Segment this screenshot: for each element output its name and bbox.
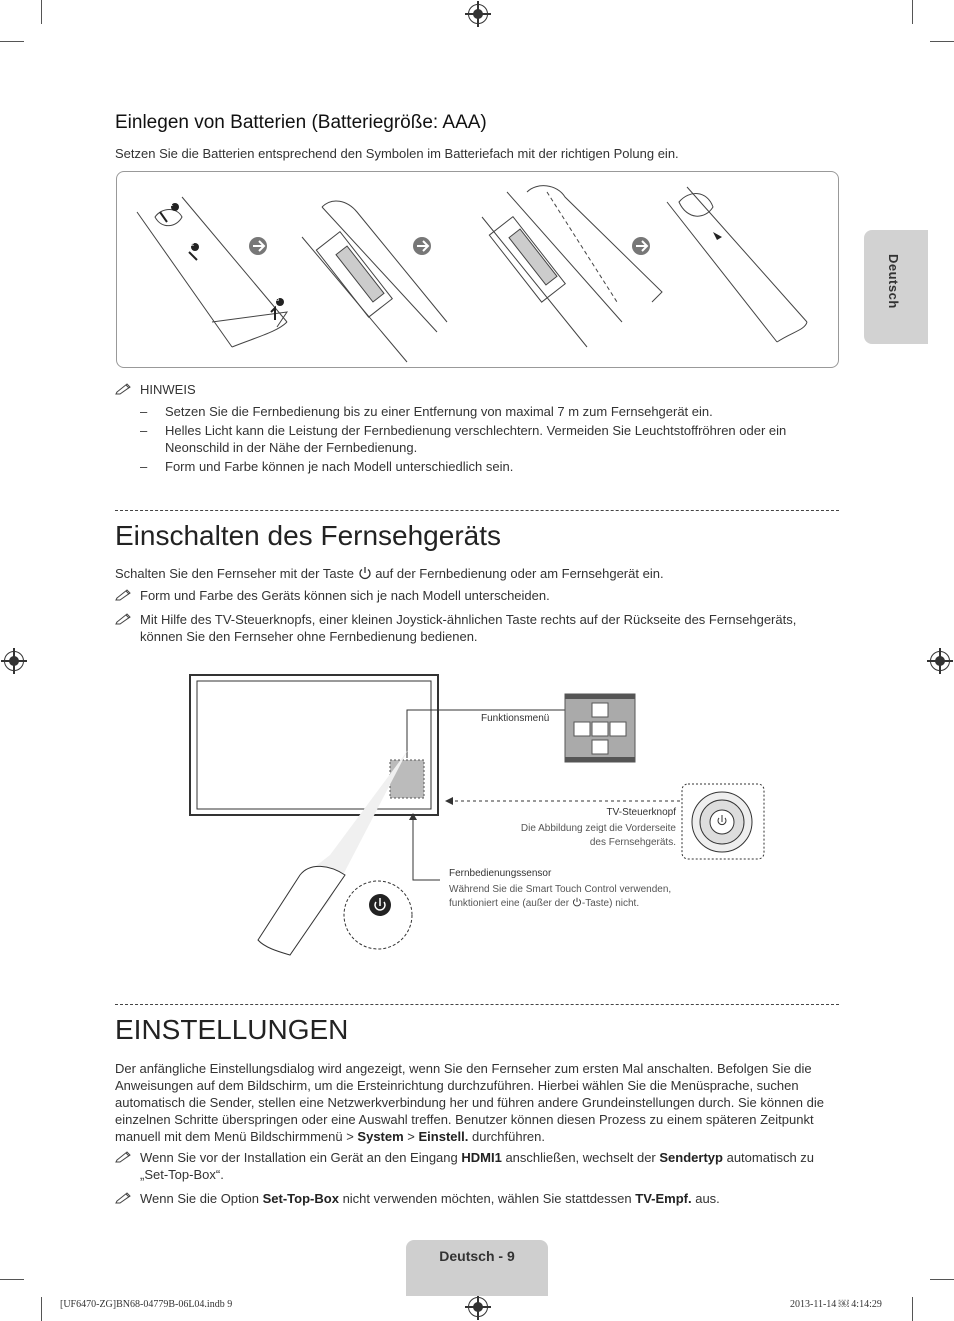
power-icon (572, 897, 582, 907)
battery-illustration-box (116, 171, 839, 368)
settings-section-title: EINSTELLUNGEN (115, 1014, 349, 1045)
language-side-tab (864, 230, 928, 344)
step-number-1: 1 (170, 202, 174, 208)
battery-steps-illustration (117, 172, 838, 367)
power-note: Form und Farbe des Geräts können sich je nach Modell unterscheiden. (115, 587, 840, 605)
crop-mark (41, 1297, 42, 1321)
crop-mark (41, 0, 42, 24)
registration-mark-icon (468, 1297, 488, 1317)
funktionsmenu-label: Funktionsmenü (481, 713, 550, 724)
pencil-note-icon (115, 1190, 133, 1204)
page-number: Deutsch - 9 (439, 1248, 515, 1264)
registration-mark-icon (468, 4, 488, 24)
power-note: Mit Hilfe des TV-Steuerknopfs, einer kleinen Joystick-ähnlichen Taste rechts auf der Rückseite des Fernsehgeräts, können Sie den Fernseher ohne Fernbedienung bedienen. (115, 611, 840, 647)
battery-intro: Setzen Sie die Batterien entsprechend den Symbolen im Batteriefach mit der richtigen Polung ein. (115, 146, 679, 161)
tv-control-diagram (0, 660, 954, 970)
hinweis-heading (115, 381, 835, 399)
settings-note: Wenn Sie die Option Set-Top-Box nicht verwenden möchten, wählen Sie stattdessen TV-Empf. aus. (115, 1190, 840, 1208)
power-icon (358, 566, 372, 580)
step-number-3: 3 (276, 297, 280, 303)
settings-intro: Der anfängliche Einstellungsdialog wird angezeigt, wenn Sie den Fernseher zum ersten Mal anschalten. Befolgen Sie die Anweisungen auf dem Bildschirm, um die Ersteinrichtung durchzuführen. Hierbei wählen Sie die Menüsprache, suchen automatisch die Sender, stellen eine Netzwerkverbindung her und führen andere Grundeinstellungen durch. Sie können die einzelnen Schritte überspringen oder eine Auswahl treffen. Benutzer können diesen Prozess zu einem späteren Zeitpunkt manuell mit dem Menü Bildschirmmenü > System > Einstell. durchführen. (115, 1061, 824, 1144)
imprint-left: [UF6470-ZG]BN68-04779B-06L04.indb 9 (60, 1299, 233, 1310)
crop-mark (930, 1279, 954, 1280)
settings-note: Wenn Sie vor der Installation ein Gerät an den Eingang HDMI1 anschließen, wechselt der Sendertyp automatisch zu „Set-Top-Box“. (115, 1149, 840, 1185)
crop-mark (912, 0, 913, 24)
battery-section-title: Einlegen von Batterien (Batteriegröße: AAA) (115, 112, 487, 133)
hinweis-label: HINWEIS (140, 382, 196, 397)
sensor-label: Fernbedienungssensor (449, 868, 552, 879)
section-divider (115, 510, 839, 511)
crop-mark (0, 41, 24, 42)
section-divider (115, 1004, 839, 1005)
tv-knob-label: TV-Steuerknopf (606, 807, 676, 818)
page-number-tab (406, 1240, 548, 1296)
imprint-right: 2013-11-14 ￼ 4:14:29 (790, 1299, 882, 1310)
side-tab-label: Deutsch (886, 254, 901, 309)
crop-mark (930, 41, 954, 42)
step-number-2: 2 (191, 242, 195, 248)
pencil-note-icon (115, 1149, 133, 1163)
crop-mark (912, 1297, 913, 1321)
power-section-title: Einschalten des Fernsehgeräts (115, 520, 501, 551)
tv-knob-description: Die Abbildung zeigt die Vorderseite des Fernsehgeräts. (520, 823, 676, 848)
power-intro: Schalten Sie den Fernseher mit der Taste auf der Fernbedienung oder am Fernsehgerät ein. (115, 566, 664, 581)
crop-mark (0, 1279, 24, 1280)
pencil-note-icon (115, 611, 133, 625)
pencil-note-icon (115, 587, 133, 601)
sensor-description: Während Sie die Smart Touch Control verwenden, funktioniert eine (außer der -Taste) nicht. (449, 884, 672, 909)
pencil-note-icon (115, 381, 133, 395)
